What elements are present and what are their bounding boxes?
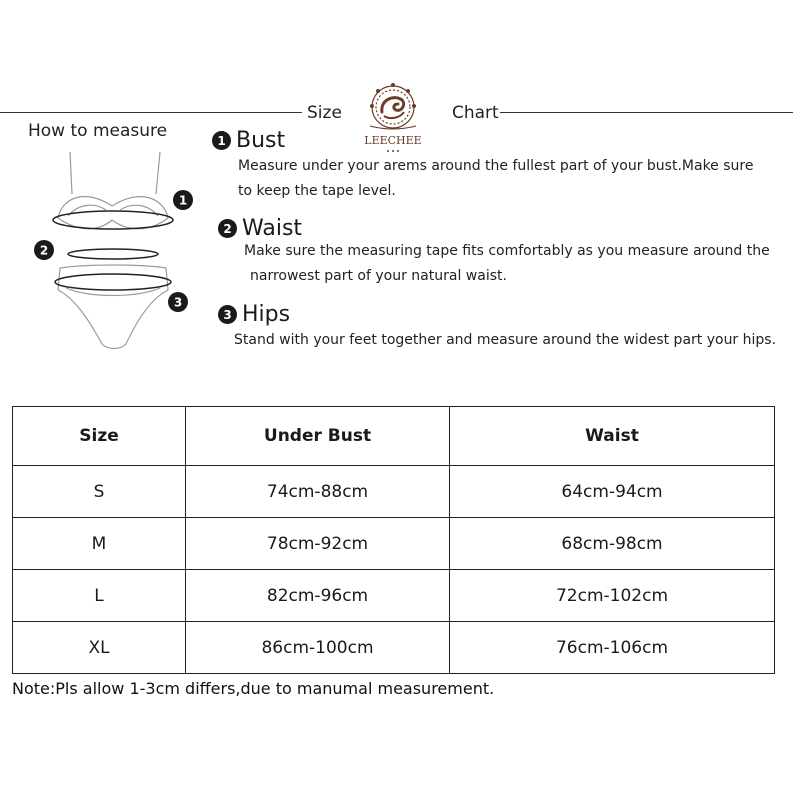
bust-title: Bust bbox=[236, 128, 286, 153]
waist-number-badge: 2 bbox=[218, 219, 237, 238]
hips-title: Hips bbox=[242, 302, 291, 327]
size-cell: XL bbox=[13, 622, 186, 674]
waist-section bbox=[218, 216, 770, 289]
header-rule-right bbox=[500, 112, 793, 113]
table-row bbox=[13, 622, 775, 674]
bust-text-line: Measure under your arems around the fullest part of your bust.Make sure bbox=[238, 158, 754, 174]
hips-section bbox=[218, 302, 776, 353]
marker-1-label: 1 bbox=[178, 193, 188, 208]
size-table bbox=[12, 406, 775, 674]
waist-text-line: Make sure the measuring tape fits comfortably as you measure around the bbox=[244, 243, 770, 259]
waist-title: Waist bbox=[242, 216, 303, 241]
bust-section bbox=[212, 128, 753, 204]
header-chart-word: Chart bbox=[452, 103, 499, 123]
size-cell: M bbox=[13, 518, 186, 570]
under-bust-cell: 78cm-92cm bbox=[186, 518, 450, 570]
bust-text-line: to keep the tape level. bbox=[238, 183, 396, 199]
waist-cell: 76cm-106cm bbox=[450, 622, 775, 674]
under-bust-cell: 74cm-88cm bbox=[186, 466, 450, 518]
table-row bbox=[13, 518, 775, 570]
size-cell: S bbox=[13, 466, 186, 518]
marker-2-label: 2 bbox=[39, 243, 49, 258]
waist-cell: 72cm-102cm bbox=[450, 570, 775, 622]
hips-number-badge: 3 bbox=[218, 305, 237, 324]
under-bust-cell: 86cm-100cm bbox=[186, 622, 450, 674]
logo-text: LEECHEE bbox=[364, 134, 422, 147]
hips-text-line: Stand with your feet together and measure around the widest part your hips. bbox=[234, 332, 777, 348]
header-size: Size bbox=[13, 407, 186, 466]
table-row bbox=[13, 466, 775, 518]
how-to-measure-label: How to measure bbox=[28, 121, 168, 141]
waist-text-line: narrowest part of your natural waist. bbox=[250, 268, 507, 284]
bust-number-badge: 1 bbox=[212, 131, 231, 150]
header-rule-left bbox=[0, 112, 302, 113]
table-header-row bbox=[13, 407, 775, 466]
under-bust-cell: 82cm-96cm bbox=[186, 570, 450, 622]
measurement-note: Note:Pls allow 1-3cm differs,due to manumal measurement. bbox=[12, 679, 495, 698]
lingerie-outline-icon bbox=[28, 148, 198, 358]
header-waist: Waist bbox=[450, 407, 775, 466]
waist-cell: 68cm-98cm bbox=[450, 518, 775, 570]
size-cell: L bbox=[13, 570, 186, 622]
header-under-bust: Under Bust bbox=[186, 407, 450, 466]
header-size-word: Size bbox=[307, 103, 342, 123]
waist-cell: 64cm-94cm bbox=[450, 466, 775, 518]
table-row bbox=[13, 570, 775, 622]
marker-3-label: 3 bbox=[173, 295, 183, 310]
